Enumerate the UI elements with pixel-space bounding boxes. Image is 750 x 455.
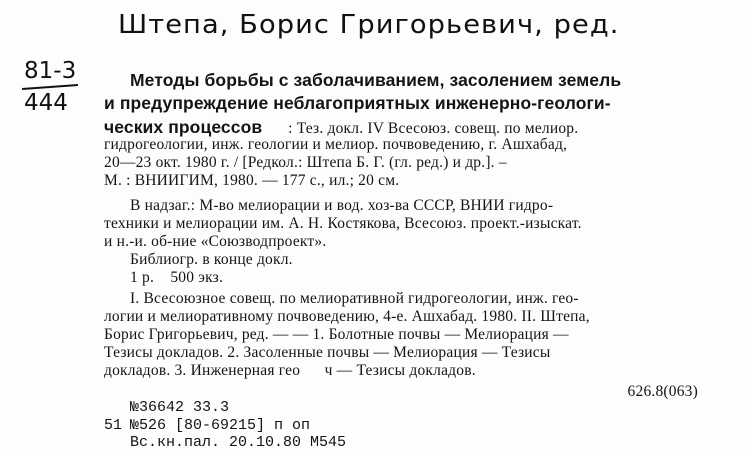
date-stamp: Вс.кн.пал. 20.10.80 М545 — [130, 434, 347, 451]
shelf-mark-top: 81-3 — [24, 58, 77, 84]
tracing-line-5: докладов. 3. Инженерная гео ч — Тезисы докладов. — [104, 362, 476, 379]
title-line-1: Методы борьбы с заболачиванием, засолением земель — [130, 70, 622, 90]
note-bibliography: Библиогр. в конце докл. — [130, 251, 293, 268]
tracing-line-1: I. Всесоюзное совещ. по мелиоративной гидрогеологии, инж. гео- — [130, 290, 579, 307]
title-line-3-row — [104, 118, 578, 138]
shelf-mark-bottom: 444 — [24, 90, 68, 116]
imprint-line-1: гидрогеологии, инж. геологии и мелиор. почвоведению, г. Ашхабад, — [104, 136, 568, 153]
classification-number: 626.8(063) — [627, 383, 698, 400]
tracing-line-4: Тезисы докладов. 2. Засоленные почвы — Мелиорация — Тезисы — [104, 344, 551, 361]
tracing-line-3: Борис Григорьевич, ред. — — 1. Болотные почвы — Мелиорация — — [104, 326, 569, 343]
shelf-mark — [20, 58, 92, 116]
title-tail: : Тез. докл. IV Всесоюз. совещ. по мелиор. — [288, 120, 579, 137]
note-sponsor-line-2: техники и мелиорации им. А. Н. Костякова, Всесоюз. проект.-изыскат. — [104, 215, 582, 232]
handwritten-heading: Штепа, Борис Григорьевич, ред. — [118, 10, 620, 40]
title-line-2: и предупреждение неблагоприятных инженерно-геологи- — [104, 93, 611, 113]
record-number: №36642 33.3 — [130, 399, 230, 416]
note-sponsor-line-1: В надзаг.: М-во мелиорации и вод. хоз-ва СССР, ВНИИ гидро- — [130, 197, 554, 214]
line-prefix: 51 — [104, 417, 123, 434]
note-sponsor-line-3: и н.-и. об-ние «Союзводпроект». — [104, 233, 327, 250]
accession-number: №526 [80-69215] п оп — [130, 417, 311, 434]
tracing-line-2: логии и мелиоративному почвоведению, 4-е. Ашхабад. 1980. II. Штепа, — [104, 308, 590, 325]
imprint-line-3: М. : ВНИИГИМ, 1980. — 177 с., ил.; 20 см. — [104, 172, 400, 189]
note-price-copies: 1 р. 500 экз. — [130, 269, 224, 286]
title-line-3: ческих процессов — [104, 117, 263, 137]
imprint-line-2: 20—23 окт. 1980 г. / [Редкол.: Штепа Б. Г. (гл. ред.) и др.]. – — [104, 154, 507, 171]
